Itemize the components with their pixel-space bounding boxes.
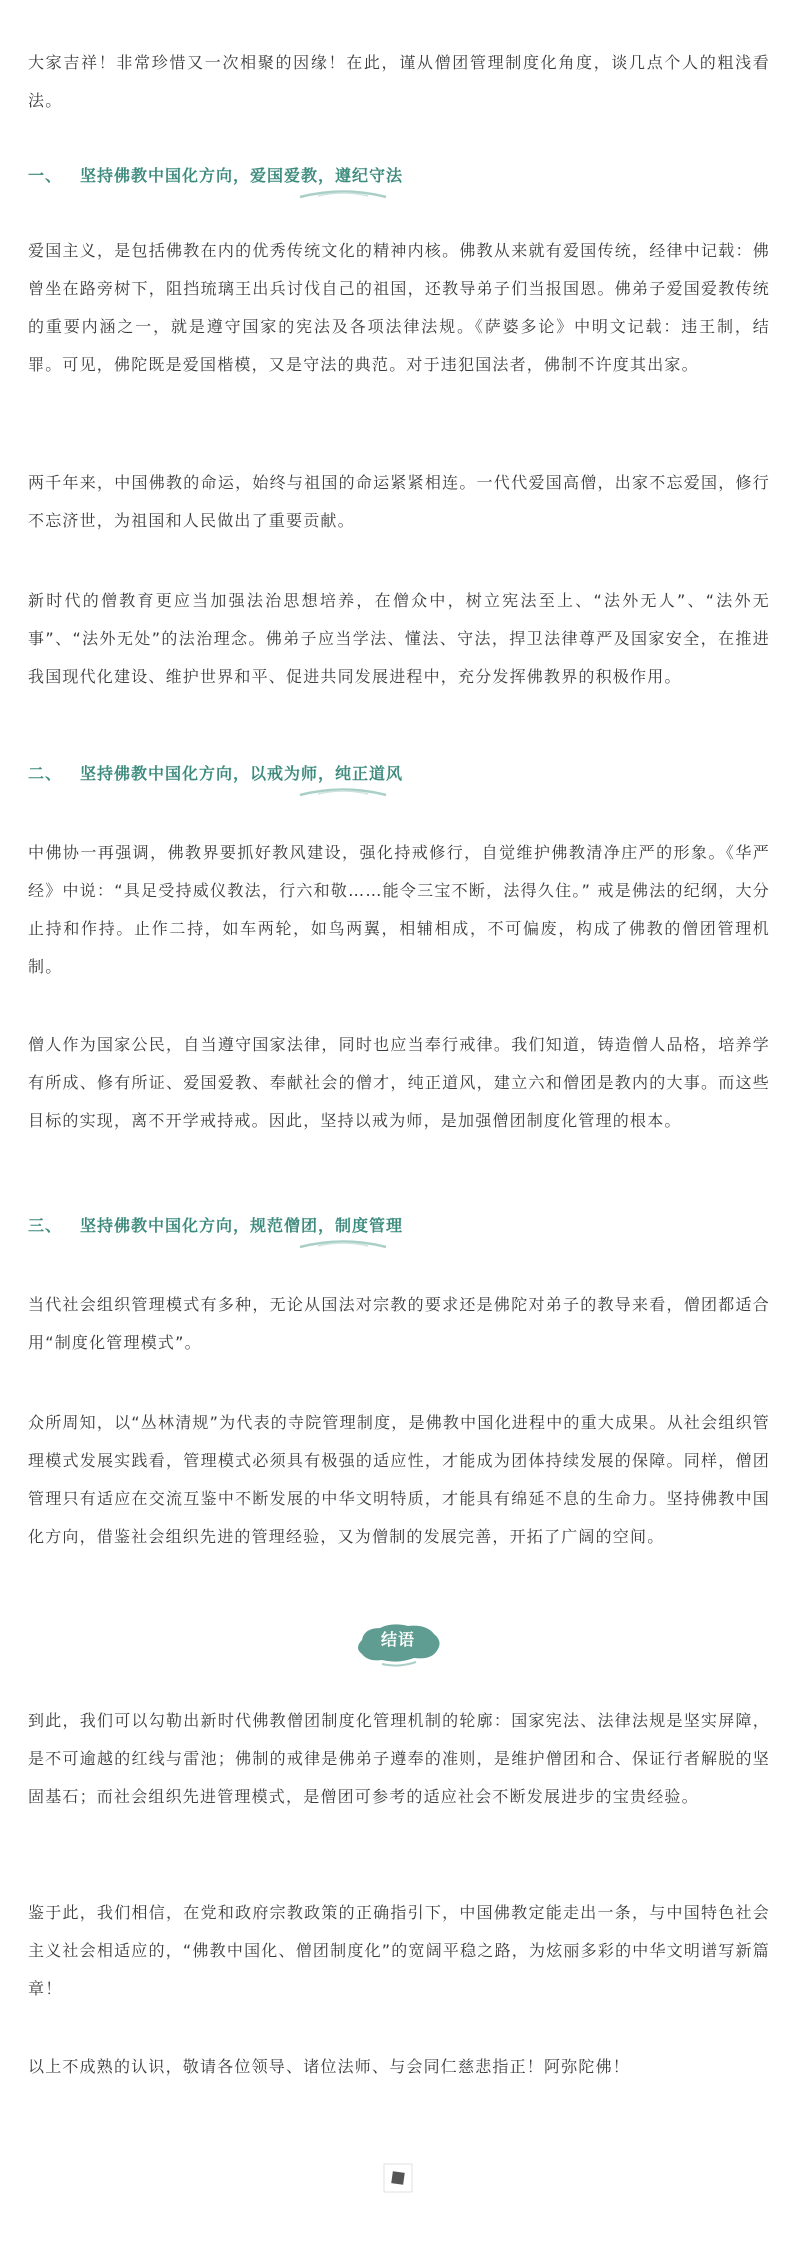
section-number: 三、 [28, 1216, 63, 1235]
conclusion-paragraph-3: 以上不成熟的认识，敬请各位领导、诸位法师、与会同仁慈悲指正！阿弥陀佛！ [28, 2057, 631, 2076]
conclusion-badge [352, 1620, 444, 1668]
leaf-swoosh-icon [298, 782, 388, 798]
section-number: 二、 [28, 764, 63, 783]
section-heading-1 [28, 162, 770, 202]
section-heading-2 [28, 760, 770, 800]
section-1-paragraph-2: 两千年来，中国佛教的命运，始终与祖国的命运紧紧相连。一代代爱国高僧，出家不忘爱国，修行不忘济世，为祖国和人民做出了重要贡献。 [28, 473, 770, 530]
section-3-paragraph-2: 众所周知，以“丛林清规”为代表的寺院管理制度，是佛教中国化进程中的重大成果。从社会组织管理模式发展实践看，管理模式必须具有极强的适应性，才能成为团体持续发展的保障。同样，僧团管理只有适应在交流互鉴中不断发展的中华文明特质，才能具有绵延不息的生命力。坚持佛教中国化方向，借鉴社会组织先进的管理经验，又为僧制的发展完善，开拓了广阔的空间。 [28, 1413, 770, 1546]
section-2-paragraph-2: 僧人作为国家公民，自当遵守国家法律，同时也应当奉行戒律。我们知道，铸造僧人品格，培养学有所成、修有所证、爱国爱教、奉献社会的僧才，纯正道风，建立六和僧团是教内的大事。而这些目标的实现，离不开学戒持戒。因此，坚持以戒为师，是加强僧团制度化管理的根本。 [28, 1035, 770, 1130]
section-title: 坚持佛教中国化方向，爱国爱教，遵纪守法 [80, 166, 404, 185]
conclusion-paragraph-2: 鉴于此，我们相信，在党和政府宗教政策的正确指引下，中国佛教定能走出一条，与中国特色社会主义社会相适应的，“佛教中国化、僧团制度化”的宽阔平稳之路，为炫丽多彩的中华文明谱写新篇章！ [28, 1903, 770, 1998]
section-number: 一、 [28, 166, 63, 185]
conclusion-label: 结语 [380, 1630, 415, 1649]
intro-paragraph: 大家吉祥！非常珍惜又一次相聚的因缘！在此，谨从僧团管理制度化角度，谈几点个人的粗浅看法。 [28, 53, 770, 110]
section-1-paragraph-1: 爱国主义，是包括佛教在内的优秀传统文化的精神内核。佛教从来就有爱国传统，经律中记载：佛曾坐在路旁树下，阻挡琉璃王出兵讨伐自己的祖国，还教导弟子们当报国恩。佛弟子爱国爱教传统的重要内涵之一，就是遵守国家的宪法及各项法律法规。《萨婆多论》中明文记载：违王制，结罪。可见，佛陀既是爱国楷模，又是守法的典范。对于违犯国法者，佛制不许度其出家。 [28, 241, 770, 374]
end-square-icon [380, 2160, 416, 2196]
section-title: 坚持佛教中国化方向，规范僧团，制度管理 [80, 1216, 404, 1235]
conclusion-paragraph-1: 到此，我们可以勾勒出新时代佛教僧团制度化管理机制的轮廓：国家宪法、法律法规是坚实屏障，是不可逾越的红线与雷池；佛制的戒律是佛弟子遵奉的准则，是维护僧团和合、保证行者解脱的坚固基石；而社会组织先进管理模式，是僧团可参考的适应社会不断发展进步的宝贵经验。 [28, 1711, 770, 1806]
section-1-paragraph-3: 新时代的僧教育更应当加强法治思想培养，在僧众中，树立宪法至上、“法外无人”、“法外无事”、“法外无处”的法治理念。佛弟子应当学法、懂法、守法，捍卫法律尊严及国家安全，在推进我国现代化建设、维护世界和平、促进共同发展进程中，充分发挥佛教界的积极作用。 [28, 591, 770, 686]
section-3-paragraph-1: 当代社会组织管理模式有多种，无论从国法对宗教的要求还是佛陀对弟子的教导来看，僧团都适合用“制度化管理模式”。 [28, 1295, 770, 1352]
section-heading-3 [28, 1212, 770, 1252]
section-title: 坚持佛教中国化方向，以戒为师，纯正道风 [80, 764, 404, 783]
leaf-swoosh-icon [298, 1234, 388, 1250]
leaf-swoosh-icon [298, 184, 388, 200]
section-2-paragraph-1: 中佛协一再强调，佛教界要抓好教风建设，强化持戒修行，自觉维护佛教清净庄严的形象。《华严经》中说：“具足受持威仪教法，行六和敬……能令三宝不断，法得久住。” 戒是佛法的纪纲，大分止持和作持。止作二持，如车两轮，如鸟两翼，相辅相成，不可偏废，构成了佛教的僧团管理机制。 [28, 843, 770, 976]
